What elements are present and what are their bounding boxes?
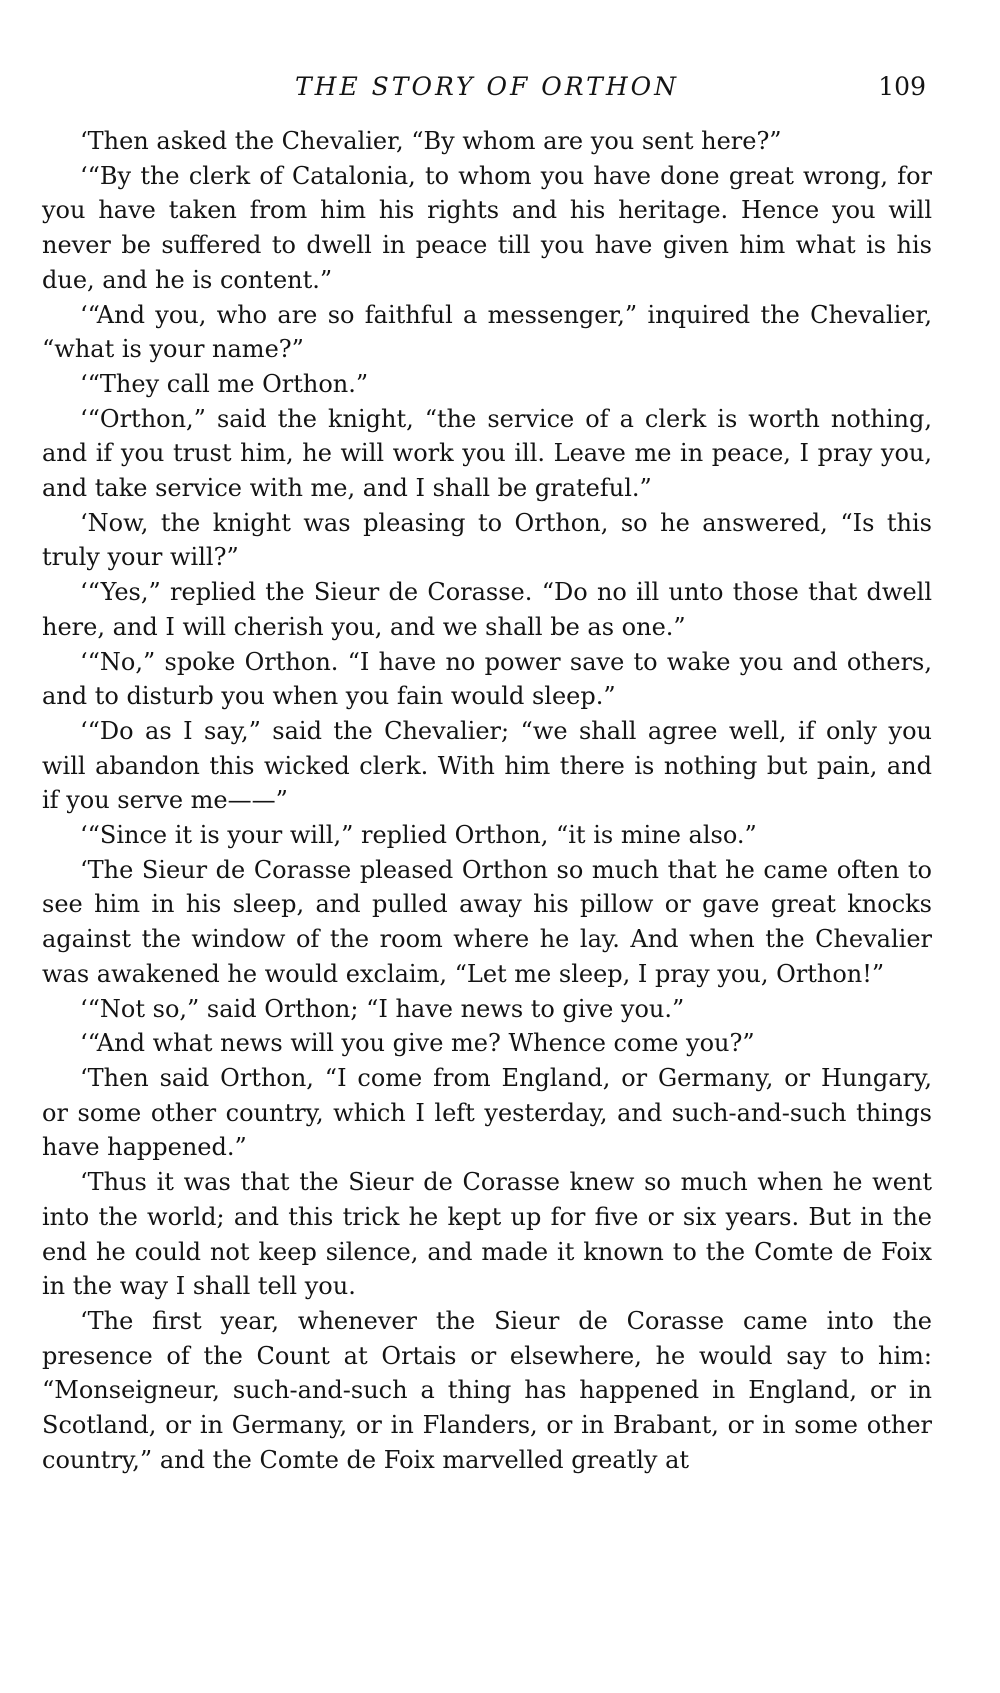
paragraph: ‘“By the clerk of Catalonia, to whom you have done great wrong, for you have taken from him his rights and his heritage. Hence you will never be suffered to dwell in peace till you have given him what is his due, and he is content.” — [42, 161, 932, 294]
paragraph: ‘“Do as I say,” said the Chevalier; “we shall agree well, if only you will abandon this wicked clerk. With him there is nothing but pain, and if you serve me——” — [42, 716, 932, 815]
body-text — [42, 124, 932, 1477]
running-title: THE STORY OF ORTHON — [295, 72, 679, 101]
paragraph: ‘“Not so,” said Orthon; “I have news to give you.” — [80, 994, 685, 1023]
paragraph: ‘The first year, whenever the Sieur de Corasse came into the presence of the Count at Ortais or elsewhere, he would say to him: “Monseigneur, such-and-such a thing has happened in England, or in Scotland, or in Germany, or in Flanders, or in Brabant, or in some other country,” and the Comte de Foix marvelled greatly at — [42, 1306, 932, 1474]
paragraph: ‘“No,” spoke Orthon. “I have no power save to wake you and others, and to disturb you when you fain would sleep.” — [42, 647, 932, 711]
paragraph: ‘“And you, who are so faithful a messenger,” inquired the Chevalier, “what is your name?” — [42, 300, 932, 364]
paragraph: ‘“Yes,” replied the Sieur de Corasse. “Do no ill unto those that dwell here, and I will cherish you, and we shall be as one.” — [42, 578, 932, 641]
paragraph: ‘“Since it is your will,” replied Orthon, “it is mine also.” — [80, 821, 757, 850]
paragraph: ‘Then asked the Chevalier, “By whom are you sent here?” — [80, 127, 782, 155]
paragraph: ‘Thus it was that the Sieur de Corasse knew so much when he went into the world; and this trick he kept up for five or six years. But in the end he could not keep silence, and made it known to the Comte de Foix in the way I shall tell you. — [42, 1168, 932, 1301]
page-number: 109 — [878, 72, 926, 101]
paragraph: ‘Now, the knight was pleasing to Orthon, so he answered, “Is this truly your will?” — [42, 508, 932, 572]
paragraph: ‘Then said Orthon, “I come from England, or Germany, or Hungary, or some other country, which I left yesterday, and such-and-such things have happened.” — [42, 1063, 932, 1162]
paragraph: ‘“Orthon,” said the knight, “the service of a clerk is worth nothing, and if you trust him, he will work you ill. Leave me in peace, I pray you, and take service with me, and I shall be grateful.” — [42, 404, 932, 503]
paragraph: ‘“And what news will you give me? Whence come you?” — [80, 1029, 755, 1058]
page-header — [42, 72, 932, 124]
paragraph: ‘“They call me Orthon.” — [80, 369, 369, 398]
book-page — [42, 72, 932, 1477]
paragraph: ‘The Sieur de Corasse pleased Orthon so much that he came often to see him in his sleep, and pulled away his pillow or gave great knocks against the window of the room where he lay. And when the Chevalier was awakened he would exclaim, “Let me sleep, I pray you, Orthon!” — [42, 855, 932, 988]
